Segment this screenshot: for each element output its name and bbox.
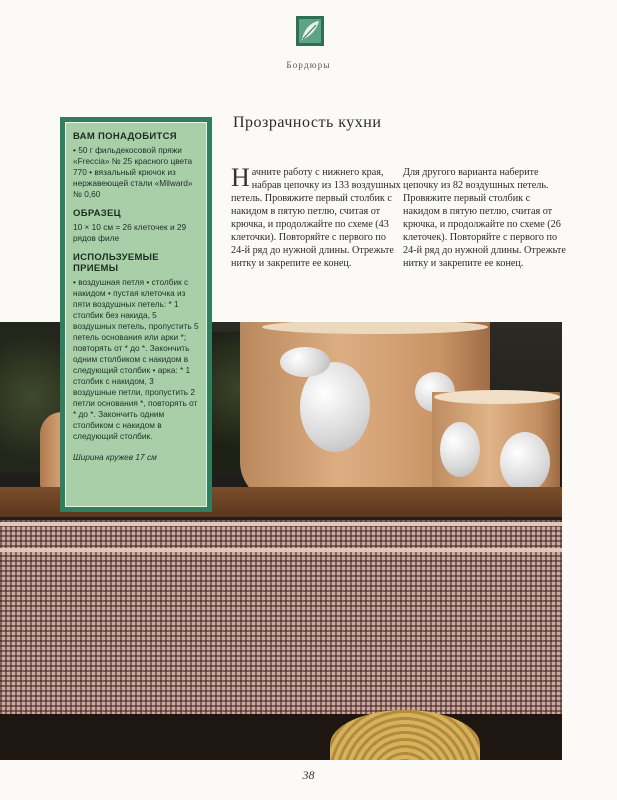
materials-panel [60,117,212,512]
lace-band [0,548,562,552]
page-number: 38 [302,768,315,782]
grape-leaf-decoration [280,347,330,377]
leaf-book-icon [296,16,324,46]
sample-heading: ОБРАЗЕЦ [73,208,121,219]
grape-decoration-small [440,422,480,477]
page-title: Прозрачность кухни [233,114,382,131]
techniques-text: • воздушная петля • столбик с накидом • пустая клеточка из пяти воздушных петель: * 1 столбик без накида, 5 воздушных петель, пропустить 5 петель основания или арки *; повторять от * до *. Закончить одним столбиком с накидом в следующий столбик • арка: * 1 столбик с накидом, 3 воздушные петли, пропустить 2 петли основания *, повторять от * до *. Закончить одним столбиком с накидом в следующий столбик. [73,277,199,441]
sample-text: 10 × 10 см = 26 клеточек и 29 рядов филе [73,222,187,243]
grape-decoration-small-right [500,432,550,492]
materials-panel-inner [65,122,207,507]
techniques-heading: ИСПОЛЬЗУЕМЫЕ ПРИЕМЫ [73,252,159,274]
drop-cap: Н [231,163,250,192]
materials-text: • 50 г фильдекосовой пряжи «Freccia» № 25 красного цвета 770 • вязальный крючок из нержавеющей стали «Milward» № 0,60 [73,145,193,199]
section-label: Бордюры [286,60,331,70]
instructions-text-1: ачните работу с нижнего края, набрав цепочку из 133 воздушных петель. Провяжите первый столбик с накидом в пятую петлю, считая от крючка, и продолжайте по схеме (43 клеточки). Повторяйте с первого по 24-й ряд до нужной длины. Отрежьте нитку и закрепите ее конец. [231,167,401,269]
materials-heading: ВАМ ПОНАДОБИТСЯ [73,131,177,142]
lace-top-band [0,522,562,526]
small-pot-rim [434,390,560,404]
lace-width: Ширина кружев 17 см [73,452,157,462]
instructions-column-1 [231,163,401,270]
instructions-column-2: Для другого варианта наберите цепочку из 82 воздушных петель. Провяжите первый столбик с накидом в пятую петлю, считая от крючка, и продолжайте по схеме (26 клеточек). Повторяйте с первого по 24-й ряд до нужной длины. Отрежьте нитку и закрепите ее конец. [403,167,566,269]
